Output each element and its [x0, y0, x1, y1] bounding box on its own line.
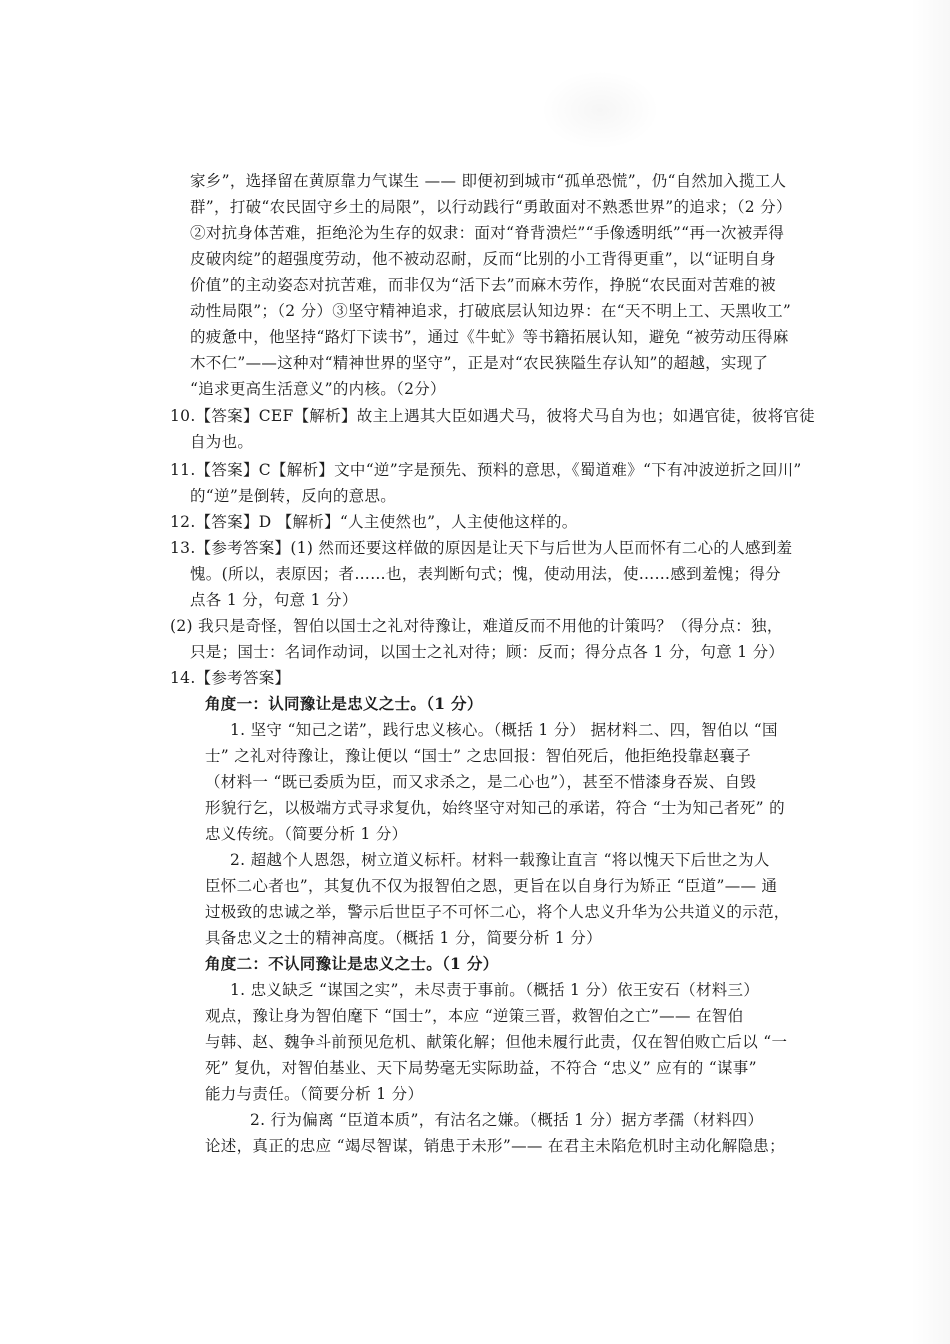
answer-11-line: 11.【答案】C【解析】文中“逆”字是预先、预料的意思，《蜀道难》“下有冲波逆折之回川” — [170, 461, 802, 479]
page-edge-shadow — [910, 0, 950, 1344]
text-line: 1. 忠义缺乏 “谋国之实”，未尽责于事前。（概括 1 分）依王安石（材料三） — [230, 981, 760, 999]
text-line: ②对抗身体苦难，拒绝沦为生存的奴隶：面对“脊背溃烂”“手像透明纸”“再一次被弄得 — [190, 224, 785, 242]
scan-smudge — [540, 70, 660, 150]
text-line: (2) 我只是奇怪，智伯以国士之礼对待豫让，难道反而不用他的计策吗？（得分点：独， — [170, 617, 783, 635]
text-line: 臣怀二心者也”，其复仇不仅为报智伯之恩，更旨在以自身行为矫正 “臣道”—— 通 — [205, 877, 778, 895]
text-line: 家乡”，选择留在黄原靠力气谋生 —— 即便初到城市“孤单恐慌”，仍“自然加入揽工人 — [190, 172, 787, 190]
text-line: 点各 1 分，句意 1 分） — [190, 591, 358, 609]
text-line: （材料一 “既已委质为臣，而又求杀之，是二心也”），甚至不惜漆身吞炭、自毁 — [205, 773, 757, 791]
text-line: 自为也。 — [190, 433, 254, 451]
text-line: 只是；国士：名词作动词，以国士之礼对待；顾：反而；得分点各 1 分，句意 1 分） — [190, 643, 785, 661]
text-line: 的疲惫中，他坚持“路灯下读书”，通过《牛虻》等书籍拓展认知，避免 “被劳动压得麻 — [190, 328, 789, 346]
text-line: 论述，真正的忠应 “竭尽智谋，销患于未形”—— 在君主未陷危机时主动化解隐患； — [205, 1137, 785, 1155]
text-line: 与韩、赵、魏争斗前预见危机、献策化解；但他未履行此责，仅在智伯败亡后以 “一 — [205, 1033, 788, 1051]
text-line: 皮破肉绽”的超强度劳动，他不被动忍耐，反而“比别的小工背得更重”，以“证明自身 — [190, 250, 776, 268]
text-line: 价值”的主动姿态对抗苦难，而非仅为“活下去”而麻木劳作，挣脱“农民面对苦难的被 — [190, 276, 776, 294]
text-line: 2. 超越个人恩怨，树立道义标杆。材料一载豫让直言 “将以愧天下后世之为人 — [230, 851, 770, 869]
angle-one-heading: 角度一：认同豫让是忠义之士。（1 分） — [205, 694, 483, 713]
text-line: 具备忠义之士的精神高度。（概括 1 分，简要分析 1 分） — [205, 929, 602, 947]
text-line: 形貌行乞，以极端方式寻求复仇，始终坚守对知己的承诺，符合 “士为知己者死” 的 — [205, 799, 785, 817]
answer-12-line: 12.【答案】D 【解析】“人主使然也”，人主使他这样的。 — [170, 513, 578, 531]
text-line: 群”，打破“农民固守乡土的局限”，以行动践行“勇敢面对不熟悉世界”的追求；（2 分） — [190, 198, 792, 216]
text-line: “追求更高生活意义”的内核。（2分） — [190, 380, 446, 398]
text-line: 过极致的忠诚之举，警示后世臣子不可怀二心，将个人忠义升华为公共道义的示范， — [205, 903, 790, 921]
text-line: 士” 之礼对待豫让，豫让便以 “国士” 之忠回报：智伯死后，他拒绝投靠赵襄子 — [205, 747, 751, 765]
text-line: 木不仁”——这种对“精神世界的坚守”，正是对“农民狭隘生存认知”的超越，实现了 — [190, 354, 769, 372]
answer-10-line: 10.【答案】CEF【解析】故主上遇其大臣如遇犬马，彼将犬马自为也；如遇官徒，彼将官徒 — [170, 407, 815, 425]
angle-two-heading: 角度二：不认同豫让是忠义之士。（1 分） — [205, 954, 499, 973]
text-line: 愧。(所以，表原因；者……也，表判断句式；愧，使动用法，使……感到羞愧；得分 — [190, 565, 781, 583]
text-line: 忠义传统。（简要分析 1 分） — [205, 825, 408, 843]
text-line: 动性局限”；（2 分）③坚守精神追求，打破底层认知边界：在“天不明上工、天黑收工” — [190, 302, 792, 320]
text-line: 死” 复仇，对智伯基业、天下局势毫无实际助益，不符合 “忠义” 应有的 “谋事” — [205, 1059, 757, 1077]
text-line: 1. 坚守 “知己之诺”，践行忠义核心。（概括 1 分） 据材料二、四，智伯以 “国 — [230, 721, 778, 739]
answer-14-line: 14.【参考答案】 — [170, 669, 291, 687]
text-line: 能力与责任。（简要分析 1 分） — [205, 1085, 424, 1103]
answer-13-line: 13.【参考答案】(1) 然而还要这样做的原因是让天下与后世为人臣而怀有二心的人感到羞 — [170, 539, 793, 557]
text-line: 2. 行为偏离 “臣道本质”，有沽名之嫌。（概括 1 分）据方孝孺（材料四） — [250, 1111, 764, 1129]
text-line: 的“逆”是倒转，反向的意思。 — [190, 487, 397, 505]
text-line: 观点，豫让身为智伯麾下 “国士”，本应 “逆策三晋，救智伯之亡”—— 在智伯 — [205, 1007, 744, 1025]
